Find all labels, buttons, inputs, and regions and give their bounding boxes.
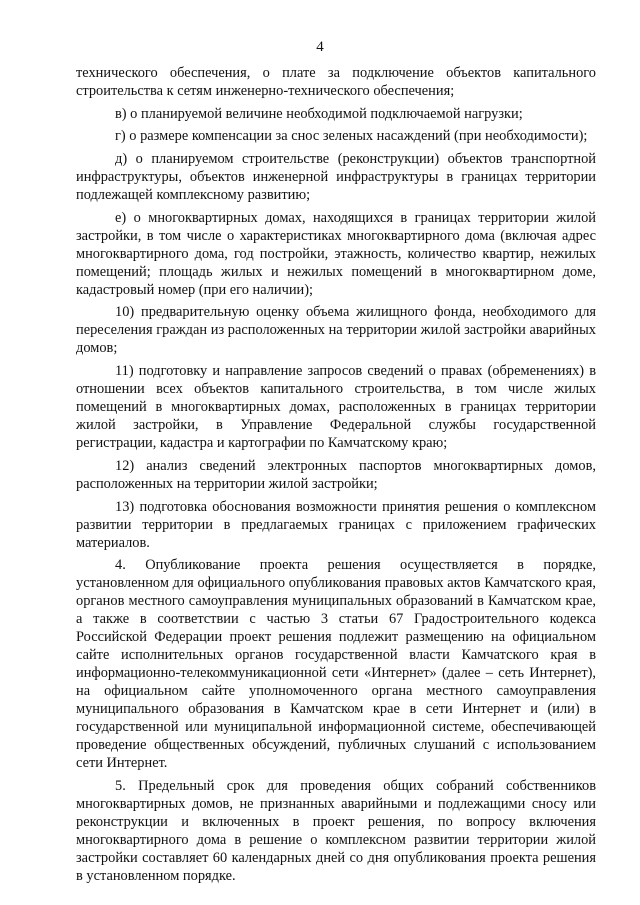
page-number: 4 <box>316 39 324 55</box>
paragraph-item-d: д) о планируемом строительстве (реконструкции) объектов транспортной инфраструктуры, объектов инженерной инфраструктуры в границах территории подлежащей комплексному развитию; <box>76 151 596 204</box>
paragraph-item-10: 10) предварительную оценку объема жилищного фонда, необходимого для переселения граждан из расположенных на территории жилой застройки аварийных домов; <box>76 304 596 357</box>
paragraph-section-5: 5. Предельный срок для проведения общих собраний собственников многоквартирных домов, не признанных аварийными и подлежащими сносу или реконструкции и включенных в проект решения, по вопросу включения многоквартирного дома в решение о комплексном развитии территории жилой застройки составляет 60 календарных дней со дня опубликования проекта решения в установленном порядке. <box>76 777 596 884</box>
paragraph-item-13: 13) подготовка обоснования возможности принятия решения о комплексном развитии территории в предлагаемых границах с приложением графических материалов. <box>76 498 596 551</box>
document-body <box>76 64 596 890</box>
paragraph-item-g: г) о размере компенсации за снос зеленых насаждений (при необходимости); <box>115 128 588 145</box>
paragraph-continuation: технического обеспечения, о плате за подключение объектов капитального строительства к сетям инженерно-технического обеспечения; <box>76 65 596 99</box>
paragraph-section-4: 4. Опубликование проекта решения осуществляется в порядке, установленном для официального опубликования правовых актов Камчатского края, органов местного самоуправления муниципальных образований в Камчатском крае, а также в соответствии с частью 3 статьи 67 Градостроительного кодекса Российской Федерации проект решения подлежит размещению на официальном сайте исполнительных органов государственной власти Камчатского края в информационно-телекоммуникационной сети «Интернет» (далее – сеть Интернет), на официальном сайте уполномоченного органа местного самоуправления муниципального образования в Камчатском крае в сети Интернет и (или) в государственной или муниципальной информационной системе, обеспечивающей проведение общественных обсуждений, публичных слушаний с использованием сети Интернет. <box>76 557 596 772</box>
paragraph-item-e: е) о многоквартирных домах, находящихся в границах территории жилой застройки, в том числе о характеристиках многоквартирного дома (включая адрес многоквартирного дома, год постройки, этажность, количество квартир, нежилых помещений; площадь жилых и нежилых помещений в многоквартирном доме, кадастровый номер (при его наличии); <box>76 209 596 298</box>
paragraph-item-12: 12) анализ сведений электронных паспортов многоквартирных домов, расположенных на территории жилой застройки; <box>76 457 596 492</box>
paragraph-item-v: в) о планируемой величине необходимой подключаемой нагрузки; <box>115 105 523 122</box>
paragraph-item-11: 11) подготовку и направление запросов сведений о правах (обременениях) в отношении всех объектов капитального строительства, в том числе жилых помещений в многоквартирных домах, расположенных в границах территории жилой застройки, в Управление Федеральной службы государственной регистрации, кадастра и картографии по Камчатскому краю; <box>76 363 596 452</box>
